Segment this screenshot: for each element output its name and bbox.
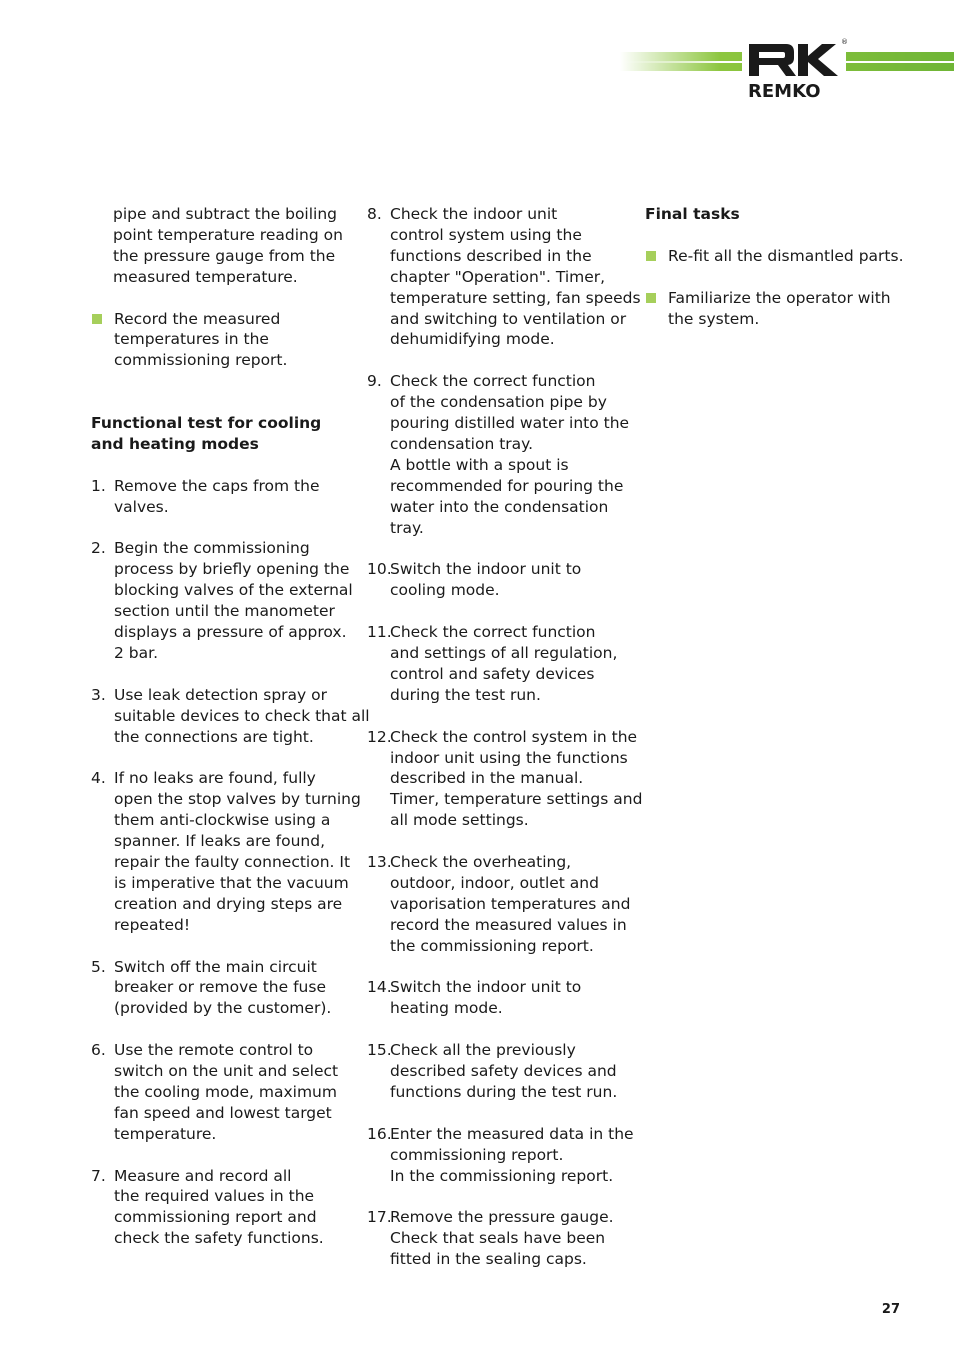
list-item: 11. Check the correct function and settings of all regulation, control and safety devices during the test run. — [367, 623, 618, 704]
square-bullet-icon — [646, 293, 656, 303]
list-item: 14. Switch the indoor unit to heating mode. — [367, 978, 582, 1018]
list-item: 17. Remove the pressure gauge. Check that seals have been fitted in the sealing caps. — [367, 1208, 614, 1269]
remko-monogram-icon — [746, 40, 842, 80]
list-item: 16. Enter the measured data in the commissioning report. In the commissioning report. — [367, 1124, 634, 1185]
bullet-refit-parts: Re-fit all the dismantled parts. — [645, 246, 907, 267]
registered-mark: ® — [841, 38, 848, 46]
remko-logo — [742, 38, 846, 104]
bullet-familiarize-operator: Familiarize the operator with the system. — [645, 288, 907, 330]
page-number: 27 — [881, 1302, 900, 1317]
list-item: 13. Check the overheating, outdoor, indoor, outlet and vaporisation temperatures and record the measured values in the commissioning report. — [367, 853, 631, 955]
continued-paragraph: pipe and subtract the boiling point temperature reading on the pressure gauge from the measured temperature. — [113, 205, 343, 286]
list-item: 5. Switch off the main circuit breaker or remove the fuse (provided by the customer). — [91, 957, 332, 1018]
square-bullet-icon — [646, 251, 656, 261]
column-3 — [645, 204, 907, 350]
square-bullet-icon — [92, 314, 102, 324]
column-1 — [91, 204, 370, 1270]
list-item: 6. Use the remote control to switch on the unit and select the cooling mode, maximum fan speed and lowest target temperature. — [91, 1041, 339, 1143]
section-heading-functional-test: Functional test for cooling and heating modes — [91, 414, 322, 453]
bullet-record-temperatures: Record the measured temperatures in the commissioning report. — [91, 309, 353, 372]
list-item: 8. Check the indoor unit control system using the functions described in the chapter "Operation". Timer, temperature setting, fan speeds and switching to ventilation or dehumidifying mode. — [367, 205, 641, 349]
section-heading-final-tasks: Final tasks — [645, 205, 740, 223]
column-2 — [367, 204, 643, 1291]
list-item: 4. If no leaks are found, fully open the stop valves by turning them anti-clockwise using a spanner. If leaks are found, repair the faulty connection. It is imperative that the vacuum creation and drying steps are repeated! — [91, 769, 361, 934]
list-item: 2. Begin the commissioning process by briefly opening the blocking valves of the external section until the manometer displays a pressure of approx. 2 bar. — [91, 539, 353, 662]
list-item: 3. Use leak detection spray or suitable devices to check that all the connections are tight. — [91, 685, 370, 746]
list-item: 7. Measure and record all the required values in the commissioning report and check the safety functions. — [91, 1166, 324, 1248]
list-item: 12. Check the control system in the indoor unit using the functions described in the manual. Timer, temperature settings and all mode settings. — [367, 727, 643, 830]
list-item: 10. Switch the indoor unit to cooling mode. — [367, 560, 582, 600]
logo-wordmark: REMKO — [748, 81, 821, 102]
list-item: 1. Remove the caps from the valves. — [91, 476, 320, 516]
list-item: 15. Check all the previously described safety devices and functions during the test run. — [367, 1041, 618, 1101]
list-item: 9. Check the correct function of the condensation pipe by pouring distilled water into the condensation tray. A bottle with a spout is recommended for pouring the water into the condensation tray. — [367, 372, 630, 537]
